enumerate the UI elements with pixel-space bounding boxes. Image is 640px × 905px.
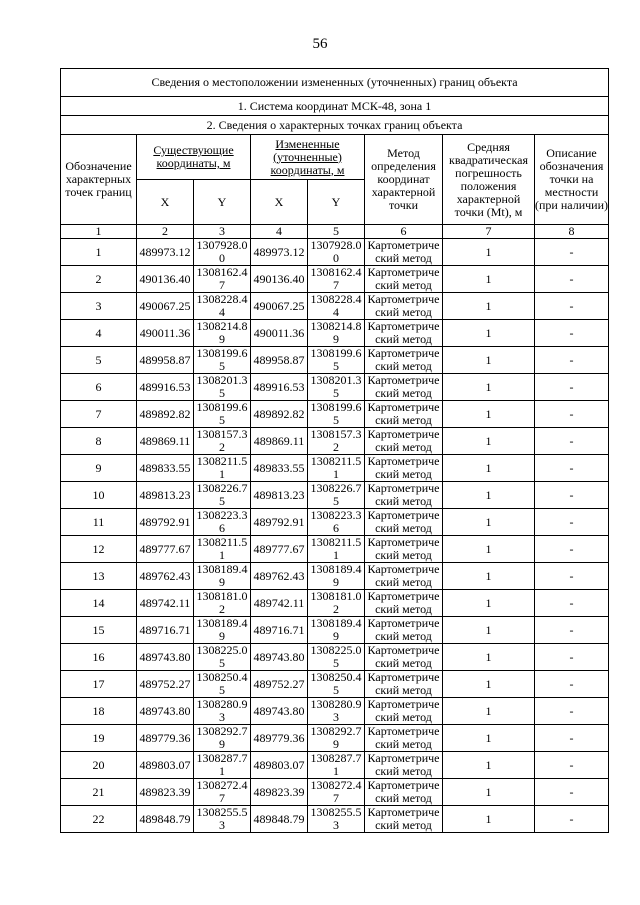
method-cell: Картометрический метод xyxy=(365,428,443,455)
description-cell: - xyxy=(535,455,609,482)
description-cell: - xyxy=(535,590,609,617)
method-cell: Картометрический метод xyxy=(365,617,443,644)
changed-x-cell: 489803.07 xyxy=(251,752,308,779)
changed-x-cell: 489762.43 xyxy=(251,563,308,590)
existing-x-cell: 489803.07 xyxy=(137,752,194,779)
table-row xyxy=(61,806,609,833)
existing-x-cell: 489958.87 xyxy=(137,347,194,374)
changed-x-cell: 489869.11 xyxy=(251,428,308,455)
method-cell: Картометрический метод xyxy=(365,698,443,725)
existing-y-cell: 1308181.02 xyxy=(194,590,251,617)
changed-x-cell: 490011.36 xyxy=(251,320,308,347)
existing-y-cell: 1308189.49 xyxy=(194,563,251,590)
table-row xyxy=(61,293,609,320)
description-cell: - xyxy=(535,671,609,698)
point-number-cell: 15 xyxy=(61,617,137,644)
changed-y-cell: 1308199.65 xyxy=(308,401,365,428)
point-number-cell: 19 xyxy=(61,725,137,752)
changed-x-cell: 489779.36 xyxy=(251,725,308,752)
changed-y-cell: 1308255.53 xyxy=(308,806,365,833)
changed-y-cell: 1308280.93 xyxy=(308,698,365,725)
changed-y-cell: 1308225.05 xyxy=(308,644,365,671)
method-cell: Картометрический метод xyxy=(365,563,443,590)
changed-x-cell: 489792.91 xyxy=(251,509,308,536)
points-section-title: 2. Сведения о характерных точках границ объекта xyxy=(61,116,609,135)
changed-x-cell: 489833.55 xyxy=(251,455,308,482)
accuracy-cell: 1 xyxy=(443,374,535,401)
changed-x-cell: 489752.27 xyxy=(251,671,308,698)
point-number-cell: 9 xyxy=(61,455,137,482)
accuracy-cell: 1 xyxy=(443,239,535,266)
point-number-cell: 11 xyxy=(61,509,137,536)
existing-x-cell: 489916.53 xyxy=(137,374,194,401)
changed-y-cell: 1308211.51 xyxy=(308,455,365,482)
description-cell: - xyxy=(535,509,609,536)
changed-y-cell: 1308214.89 xyxy=(308,320,365,347)
method-cell: Картометрический метод xyxy=(365,482,443,509)
existing-x-cell: 489823.39 xyxy=(137,779,194,806)
method-cell: Картометрический метод xyxy=(365,644,443,671)
changed-y-cell: 1308211.51 xyxy=(308,536,365,563)
description-cell: - xyxy=(535,374,609,401)
page-number: 56 xyxy=(312,36,328,52)
point-number-cell: 12 xyxy=(61,536,137,563)
point-number-cell: 20 xyxy=(61,752,137,779)
coordinate-system: 1. Система координат МСК-48, зона 1 xyxy=(61,97,609,116)
accuracy-cell: 1 xyxy=(443,779,535,806)
table-row xyxy=(61,725,609,752)
point-number-cell: 8 xyxy=(61,428,137,455)
accuracy-cell: 1 xyxy=(443,725,535,752)
accuracy-cell: 1 xyxy=(443,671,535,698)
description-cell: - xyxy=(535,779,609,806)
column-number: 6 xyxy=(365,225,443,239)
existing-x-cell: 490136.40 xyxy=(137,266,194,293)
existing-x-cell: 489848.79 xyxy=(137,806,194,833)
accuracy-cell: 1 xyxy=(443,428,535,455)
changed-y-cell: 1308189.49 xyxy=(308,617,365,644)
method-cell: Картометрический метод xyxy=(365,671,443,698)
existing-x-cell: 489762.43 xyxy=(137,563,194,590)
changed-x-cell: 489716.71 xyxy=(251,617,308,644)
point-number-cell: 1 xyxy=(61,239,137,266)
changed-x-cell: 489777.67 xyxy=(251,536,308,563)
existing-y-cell: 1308211.51 xyxy=(194,536,251,563)
description-cell: - xyxy=(535,293,609,320)
table-row xyxy=(61,698,609,725)
existing-x-cell: 489716.71 xyxy=(137,617,194,644)
point-number-cell: 5 xyxy=(61,347,137,374)
point-number-cell: 4 xyxy=(61,320,137,347)
changed-y-cell: 1308292.79 xyxy=(308,725,365,752)
accuracy-cell: 1 xyxy=(443,266,535,293)
column-number: 8 xyxy=(535,225,609,239)
method-cell: Картометрический метод xyxy=(365,374,443,401)
changed-x-cell: 490067.25 xyxy=(251,293,308,320)
description-cell: - xyxy=(535,698,609,725)
table-row xyxy=(61,671,609,698)
table-row xyxy=(61,617,609,644)
description-cell: - xyxy=(535,266,609,293)
column-number: 2 xyxy=(137,225,194,239)
table-row xyxy=(61,752,609,779)
table-row xyxy=(61,455,609,482)
accuracy-cell: 1 xyxy=(443,806,535,833)
header-existing-y: Y xyxy=(194,180,251,225)
table-row xyxy=(61,428,609,455)
changed-y-cell: 1308157.32 xyxy=(308,428,365,455)
method-cell: Картометрический метод xyxy=(365,347,443,374)
method-cell: Картометрический метод xyxy=(365,401,443,428)
point-number-cell: 10 xyxy=(61,482,137,509)
table-row xyxy=(61,563,609,590)
description-cell: - xyxy=(535,563,609,590)
description-cell: - xyxy=(535,347,609,374)
point-number-cell: 2 xyxy=(61,266,137,293)
accuracy-cell: 1 xyxy=(443,644,535,671)
description-cell: - xyxy=(535,401,609,428)
accuracy-cell: 1 xyxy=(443,347,535,374)
header-changed-coordinates: Измененные (уточненные) координаты, м xyxy=(251,135,365,180)
point-number-cell: 6 xyxy=(61,374,137,401)
existing-x-cell: 489742.11 xyxy=(137,590,194,617)
point-number-cell: 22 xyxy=(61,806,137,833)
description-cell: - xyxy=(535,536,609,563)
existing-x-cell: 490011.36 xyxy=(137,320,194,347)
method-cell: Картометрический метод xyxy=(365,752,443,779)
description-cell: - xyxy=(535,644,609,671)
description-cell: - xyxy=(535,806,609,833)
changed-y-cell: 1307928.00 xyxy=(308,239,365,266)
accuracy-cell: 1 xyxy=(443,482,535,509)
point-number-cell: 14 xyxy=(61,590,137,617)
changed-y-cell: 1308181.02 xyxy=(308,590,365,617)
column-number: 1 xyxy=(61,225,137,239)
column-number: 7 xyxy=(443,225,535,239)
accuracy-cell: 1 xyxy=(443,698,535,725)
existing-x-cell: 489813.23 xyxy=(137,482,194,509)
table-row xyxy=(61,347,609,374)
method-cell: Картометрический метод xyxy=(365,266,443,293)
accuracy-cell: 1 xyxy=(443,752,535,779)
changed-x-cell: 489848.79 xyxy=(251,806,308,833)
column-numbers-row xyxy=(61,225,609,239)
existing-x-cell: 489779.36 xyxy=(137,725,194,752)
table-row xyxy=(61,239,609,266)
changed-x-cell: 489892.82 xyxy=(251,401,308,428)
existing-x-cell: 489743.80 xyxy=(137,698,194,725)
accuracy-cell: 1 xyxy=(443,536,535,563)
method-cell: Картометрический метод xyxy=(365,320,443,347)
table-row xyxy=(61,401,609,428)
point-number-cell: 17 xyxy=(61,671,137,698)
existing-x-cell: 489777.67 xyxy=(137,536,194,563)
changed-x-cell: 489813.23 xyxy=(251,482,308,509)
description-cell: - xyxy=(535,617,609,644)
header-method: Метод определения координат характерной точки xyxy=(365,135,443,225)
changed-y-cell: 1308228.44 xyxy=(308,293,365,320)
method-cell: Картометрический метод xyxy=(365,455,443,482)
column-number: 3 xyxy=(194,225,251,239)
method-cell: Картометрический метод xyxy=(365,293,443,320)
header-point-designation: Обозначение характерных точек границ xyxy=(61,135,137,225)
accuracy-cell: 1 xyxy=(443,293,535,320)
accuracy-cell: 1 xyxy=(443,563,535,590)
description-cell: - xyxy=(535,320,609,347)
existing-y-cell: 1308272.47 xyxy=(194,779,251,806)
description-cell: - xyxy=(535,239,609,266)
accuracy-cell: 1 xyxy=(443,509,535,536)
existing-x-cell: 489833.55 xyxy=(137,455,194,482)
point-number-cell: 3 xyxy=(61,293,137,320)
existing-y-cell: 1308223.36 xyxy=(194,509,251,536)
changed-x-cell: 489916.53 xyxy=(251,374,308,401)
existing-y-cell: 1308199.65 xyxy=(194,347,251,374)
table-row xyxy=(61,266,609,293)
existing-y-cell: 1308255.53 xyxy=(194,806,251,833)
method-cell: Картометрический метод xyxy=(365,725,443,752)
accuracy-cell: 1 xyxy=(443,590,535,617)
existing-y-cell: 1308228.44 xyxy=(194,293,251,320)
header-changed-x: X xyxy=(251,180,308,225)
method-cell: Картометрический метод xyxy=(365,806,443,833)
changed-y-cell: 1308162.47 xyxy=(308,266,365,293)
existing-y-cell: 1308189.49 xyxy=(194,617,251,644)
existing-y-cell: 1308287.71 xyxy=(194,752,251,779)
existing-y-cell: 1307928.00 xyxy=(194,239,251,266)
method-cell: Картометрический метод xyxy=(365,590,443,617)
method-cell: Картометрический метод xyxy=(365,509,443,536)
table-row xyxy=(61,509,609,536)
table-row xyxy=(61,779,609,806)
boundary-points-table xyxy=(60,68,609,833)
table-row xyxy=(61,374,609,401)
existing-y-cell: 1308250.45 xyxy=(194,671,251,698)
existing-x-cell: 489792.91 xyxy=(137,509,194,536)
header-accuracy: Средняя квадратическая погрешность положения характерной точки (Mt), м xyxy=(443,135,535,225)
existing-y-cell: 1308214.89 xyxy=(194,320,251,347)
column-number: 5 xyxy=(308,225,365,239)
point-number-cell: 7 xyxy=(61,401,137,428)
header-existing-x: X xyxy=(137,180,194,225)
changed-x-cell: 489958.87 xyxy=(251,347,308,374)
existing-x-cell: 489743.80 xyxy=(137,644,194,671)
accuracy-cell: 1 xyxy=(443,617,535,644)
changed-y-cell: 1308201.35 xyxy=(308,374,365,401)
changed-y-cell: 1308223.36 xyxy=(308,509,365,536)
description-cell: - xyxy=(535,752,609,779)
existing-y-cell: 1308157.32 xyxy=(194,428,251,455)
existing-y-cell: 1308201.35 xyxy=(194,374,251,401)
changed-x-cell: 489742.11 xyxy=(251,590,308,617)
existing-y-cell: 1308226.75 xyxy=(194,482,251,509)
table-caption: Сведения о местоположении измененных (уточненных) границ объекта xyxy=(61,69,609,97)
changed-x-cell: 489743.80 xyxy=(251,698,308,725)
description-cell: - xyxy=(535,725,609,752)
existing-x-cell: 489892.82 xyxy=(137,401,194,428)
method-cell: Картометрический метод xyxy=(365,536,443,563)
changed-x-cell: 489823.39 xyxy=(251,779,308,806)
header-existing-coordinates: Существующие координаты, м xyxy=(137,135,251,180)
description-cell: - xyxy=(535,482,609,509)
table-row xyxy=(61,590,609,617)
existing-y-cell: 1308280.93 xyxy=(194,698,251,725)
changed-y-cell: 1308199.65 xyxy=(308,347,365,374)
column-number: 4 xyxy=(251,225,308,239)
header-description: Описание обозначения точки на местности (при наличии) xyxy=(535,135,609,225)
changed-y-cell: 1308189.49 xyxy=(308,563,365,590)
changed-y-cell: 1308272.47 xyxy=(308,779,365,806)
changed-x-cell: 489973.12 xyxy=(251,239,308,266)
accuracy-cell: 1 xyxy=(443,455,535,482)
changed-x-cell: 490136.40 xyxy=(251,266,308,293)
description-cell: - xyxy=(535,428,609,455)
table-row xyxy=(61,482,609,509)
existing-y-cell: 1308211.51 xyxy=(194,455,251,482)
table-row xyxy=(61,320,609,347)
method-cell: Картометрический метод xyxy=(365,239,443,266)
point-number-cell: 13 xyxy=(61,563,137,590)
existing-y-cell: 1308225.05 xyxy=(194,644,251,671)
method-cell: Картометрический метод xyxy=(365,779,443,806)
point-number-cell: 16 xyxy=(61,644,137,671)
changed-x-cell: 489743.80 xyxy=(251,644,308,671)
table-row xyxy=(61,536,609,563)
point-number-cell: 18 xyxy=(61,698,137,725)
accuracy-cell: 1 xyxy=(443,401,535,428)
existing-x-cell: 489869.11 xyxy=(137,428,194,455)
existing-x-cell: 489973.12 xyxy=(137,239,194,266)
header-changed-y: Y xyxy=(308,180,365,225)
existing-x-cell: 489752.27 xyxy=(137,671,194,698)
point-number-cell: 21 xyxy=(61,779,137,806)
existing-x-cell: 490067.25 xyxy=(137,293,194,320)
changed-y-cell: 1308226.75 xyxy=(308,482,365,509)
changed-y-cell: 1308287.71 xyxy=(308,752,365,779)
existing-y-cell: 1308292.79 xyxy=(194,725,251,752)
existing-y-cell: 1308199.65 xyxy=(194,401,251,428)
accuracy-cell: 1 xyxy=(443,320,535,347)
existing-y-cell: 1308162.47 xyxy=(194,266,251,293)
changed-y-cell: 1308250.45 xyxy=(308,671,365,698)
table-row xyxy=(61,644,609,671)
